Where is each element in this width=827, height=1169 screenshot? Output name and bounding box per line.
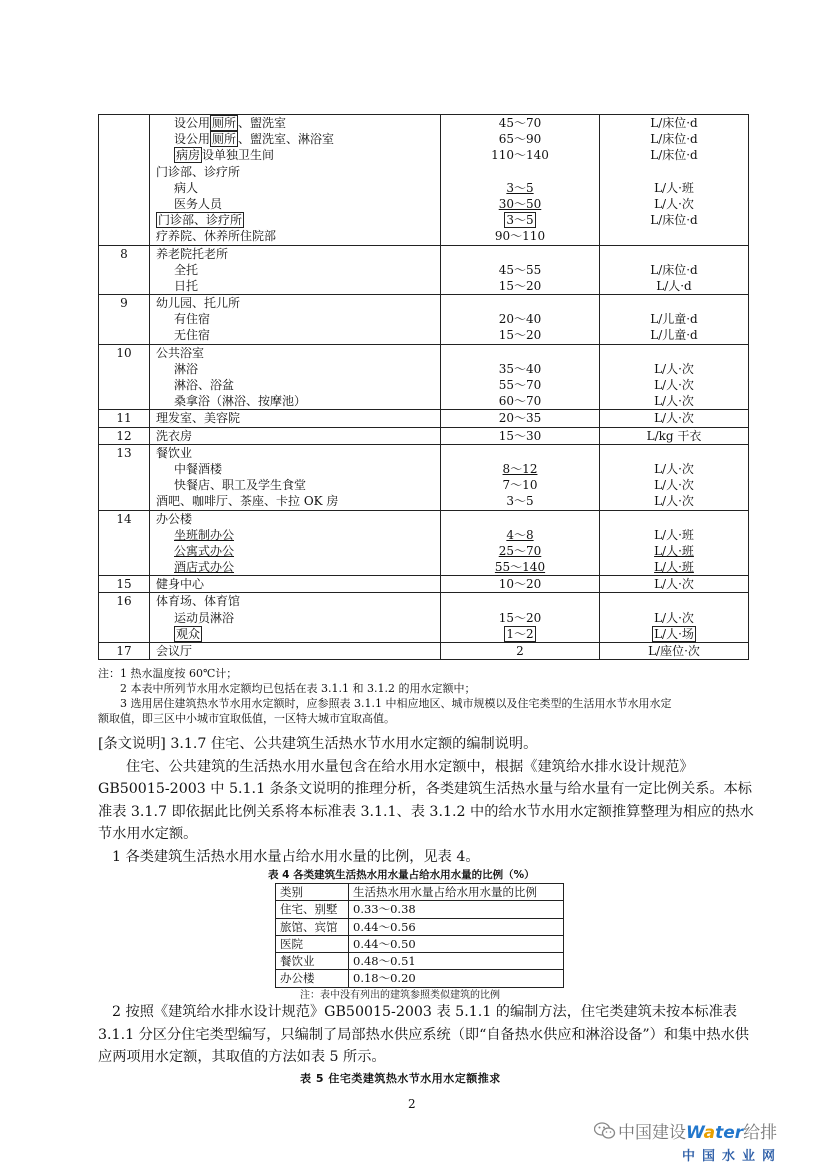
table-row [99, 444, 749, 510]
building-type: 门诊部、诊疗所 [158, 213, 243, 228]
building-type: 理发室、美容院 [156, 411, 241, 426]
quota-unit: L/人·次 [654, 610, 694, 625]
building-type: 门诊部、诊疗所 [156, 164, 241, 179]
row-number [99, 115, 150, 246]
quota-value: 10～20 [498, 577, 542, 592]
ratio-cell: 0.44～0.56 [349, 918, 564, 935]
quota-value: 55～70 [498, 378, 542, 392]
quota-value: 1～2 [506, 626, 534, 641]
quota-unit: L/床位·d [650, 132, 698, 147]
quota-value [441, 445, 599, 461]
building-type: 疗养院、休养所住院部 [156, 229, 277, 244]
building-type-cell [150, 245, 441, 295]
building-type: 公寓式办公 [174, 543, 235, 558]
unit-cell [600, 593, 749, 643]
row-number: 14 [99, 510, 150, 576]
quota-unit [600, 345, 748, 361]
quota-value-cell [441, 295, 600, 345]
water-quota-table [98, 114, 749, 660]
wechat-icon [594, 1122, 616, 1140]
ratio-cell: 0.18～0.20 [349, 970, 564, 987]
building-type: 养老院托老所 [156, 246, 229, 261]
ratio-cell: 0.44～0.50 [349, 935, 564, 952]
quota-unit: L/人·班 [654, 543, 694, 558]
list-item: 2 按照《建筑给水排水设计规范》GB50015-2003 表 5.1.1 的编制方法，住宅类建筑未按本标准表 3.1.1 分区分住宅类型编写，只编制了局部热水供应系统（即“自备热水供应和淋浴设备”）和集中热水供应两项用水定额，其取值的方法如表 5 所示。 [98, 1004, 749, 1065]
table-row [99, 643, 749, 660]
quota-value: 4～8 [506, 527, 534, 542]
building-type: 日托 [174, 278, 199, 293]
quota-unit: L/人·次 [654, 378, 694, 392]
building-type: 中餐酒楼 [174, 461, 223, 476]
row-number: 17 [99, 643, 150, 660]
building-type-cell [150, 444, 441, 510]
ratio-cell: 0.33～0.38 [349, 901, 564, 918]
watermark-prefix: 中国建设 [618, 1123, 686, 1143]
unit-cell [600, 576, 749, 593]
quota-unit: L/人·班 [654, 527, 694, 542]
quota-value: 15～20 [498, 328, 542, 343]
building-type: 淋浴 [174, 361, 199, 376]
table5-title: 表 5 住宅类建筑热水节水用水定额推求 [300, 1072, 501, 1085]
quota-value: 15～20 [498, 610, 542, 625]
unit-cell [600, 245, 749, 295]
watermark-suffix: 给排 [743, 1123, 778, 1143]
quota-value-cell [441, 510, 600, 576]
quota-unit: L/人·d [656, 278, 692, 293]
building-type: 酒吧、咖啡厅、茶座、卡拉 OK 房 [156, 494, 339, 509]
building-type-cell [150, 510, 441, 576]
quota-value: 45～55 [498, 262, 542, 277]
note-line: 额取值，即三区中小城市宜取低值，一区特大城市宜取高值。 [98, 712, 395, 725]
quota-value: 20～35 [498, 411, 542, 426]
quota-unit [600, 228, 748, 244]
quota-value: 65～90 [498, 132, 542, 147]
quota-unit [600, 246, 748, 262]
building-type-cell [150, 344, 441, 410]
building-type-cell [150, 576, 441, 593]
row-number: 16 [99, 593, 150, 643]
note-line: 注：1 热水温度按 60℃计； [98, 667, 238, 680]
table-row [276, 970, 564, 987]
unit-cell [600, 344, 749, 410]
quota-value: 8～12 [502, 461, 538, 476]
building-type: 公共浴室 [156, 345, 205, 360]
watermark [578, 1118, 818, 1166]
unit-cell [600, 295, 749, 345]
table-row [99, 593, 749, 643]
quota-unit: L/床位·d [650, 116, 698, 130]
paragraph: 住宅、公共建筑的生活热水用水量包含在给水用水定额中，根据《建筑给水排水设计规范》GB50015-2003 中 5.1.1 条条文说明的推理分析，各类建筑生活热水量与给水量有一定比例关系。本标准表 3.1.7 即依据此比例关系将本标准表 3.1.1、表 3.1.2 中的给水节水用水定额推算整理为相应的热水节水用水定额。 [98, 758, 754, 842]
quota-value-cell [441, 245, 600, 295]
table-header-row [276, 884, 564, 901]
building-type: 全托 [174, 262, 199, 277]
quota-unit: L/人·次 [654, 411, 694, 426]
unit-cell [600, 510, 749, 576]
building-type: 健身中心 [156, 577, 205, 592]
quota-value-cell [441, 115, 600, 246]
unit-cell [600, 643, 749, 660]
quota-value [441, 295, 599, 311]
quota-value: 30～50 [498, 196, 542, 211]
quota-value: 15～30 [498, 428, 542, 443]
quota-value [441, 345, 599, 361]
table-row [276, 901, 564, 918]
quota-value-cell [441, 344, 600, 410]
category-cell: 旅馆、宾馆 [276, 918, 349, 935]
row-number: 10 [99, 344, 150, 410]
building-type: 观众 [176, 626, 201, 641]
building-type: 淋浴、浴盆 [174, 378, 235, 392]
page-number: 2 [408, 1097, 416, 1111]
building-type: 运动员淋浴 [174, 610, 235, 625]
building-type-cell [150, 295, 441, 345]
quota-value: 45～70 [498, 116, 542, 130]
note-line: 3 选用居住建筑热水节水用水定额时，应参照表 3.1.1 中相应地区、城市规模以及住宅类型的生活用水节水用水定 [120, 697, 672, 710]
quota-unit: L/床位·d [650, 213, 698, 228]
building-type: 餐饮业 [156, 445, 193, 460]
table-row [99, 510, 749, 576]
quota-value: 25～70 [498, 543, 542, 558]
quota-unit: L/kg 干衣 [646, 428, 702, 443]
quota-unit: L/人·次 [654, 394, 694, 409]
quota-value: 3～5 [506, 213, 534, 228]
ratio-table [275, 883, 564, 988]
quota-unit: L/床位·d [650, 262, 698, 277]
quota-value: 3～5 [506, 180, 534, 195]
table-row [99, 410, 749, 427]
quota-unit: L/床位·d [650, 148, 698, 163]
quota-unit: L/人·次 [654, 478, 694, 493]
quota-value-cell [441, 427, 600, 444]
category-cell: 餐饮业 [276, 953, 349, 970]
building-type: 酒店式办公 [174, 560, 235, 575]
quota-unit: L/儿童·d [650, 312, 698, 327]
building-type: 有住宿 [174, 312, 211, 327]
quota-value [441, 246, 599, 262]
table-row [276, 953, 564, 970]
quota-value: 2 [516, 644, 524, 659]
quota-unit [600, 164, 748, 180]
quota-unit: L/人·次 [654, 577, 694, 592]
watermark-title [618, 1118, 777, 1143]
quota-value: 60～70 [498, 394, 542, 409]
quota-value-cell [441, 593, 600, 643]
building-type-cell [150, 593, 441, 643]
quota-value: 55～140 [494, 560, 546, 575]
list-item: 1 各类建筑生活热水用水量占给水用水量的比例，见表 4。 [112, 848, 480, 865]
row-number: 15 [99, 576, 150, 593]
quota-unit: L/人·次 [654, 494, 694, 509]
building-type-cell [150, 643, 441, 660]
building-type: 设公用 厕所 、盥洗室、淋浴室 [174, 132, 335, 147]
ratio-cell: 0.48～0.51 [349, 953, 564, 970]
building-type: 办公楼 [156, 511, 193, 526]
quota-value [441, 511, 599, 527]
quota-value-cell [441, 643, 600, 660]
unit-cell [600, 444, 749, 510]
building-type: 坐班制办公 [174, 527, 235, 542]
table-row [99, 245, 749, 295]
category-cell: 医院 [276, 935, 349, 952]
quota-value: 20～40 [498, 312, 542, 327]
building-type: 桑拿浴（淋浴、按摩池） [174, 394, 307, 409]
building-type: 幼儿园、托儿所 [156, 296, 241, 311]
category-cell: 住宅、别墅 [276, 901, 349, 918]
building-type: 病人 [174, 180, 199, 195]
section-heading: [条文说明] 3.1.7 住宅、公共建筑生活热水节水用水定额的编制说明。 [98, 736, 538, 752]
quota-unit [600, 511, 748, 527]
building-type-cell [150, 410, 441, 427]
table-row [99, 427, 749, 444]
row-number: 13 [99, 444, 150, 510]
unit-cell [600, 115, 749, 246]
category-cell: 办公楼 [276, 970, 349, 987]
quota-value-cell [441, 410, 600, 427]
note-line: 2 本表中所列节水用水定额均已包括在表 3.1.1 和 3.1.2 的用水定额中； [120, 682, 476, 695]
quota-unit [600, 295, 748, 311]
quota-value: 7～10 [502, 478, 538, 493]
unit-cell [600, 410, 749, 427]
quota-value [441, 593, 599, 609]
explanation-section-2 [98, 1001, 754, 1069]
table-row [99, 344, 749, 410]
building-type: 病房 设单独卫生间 [176, 148, 275, 163]
unit-cell [600, 427, 749, 444]
quota-value: 90～110 [494, 229, 546, 244]
quota-unit: L/座位·次 [648, 644, 700, 659]
quota-unit: L/人·班 [654, 560, 694, 575]
table4-title: 表 4 各类建筑生活热水用水量占给水用水量的比例（%） [268, 869, 535, 881]
quota-value [441, 164, 599, 180]
quota-unit: L/儿童·d [650, 328, 698, 343]
building-type: 设公用 厕所 、盥洗室 [174, 116, 287, 130]
quota-unit [600, 445, 748, 461]
quota-value: 110～140 [491, 148, 549, 163]
quota-unit: L/人·班 [654, 180, 694, 195]
column-header: 生活热水用水量占给水用水量的比例 [349, 884, 564, 901]
watermark-site-name: 中国水业网 [682, 1149, 783, 1164]
quota-value: 3～5 [506, 494, 534, 509]
quota-unit: L/人·次 [654, 361, 694, 376]
quota-value: 15～20 [498, 278, 542, 293]
table-row [99, 576, 749, 593]
table-row [99, 115, 749, 246]
row-number: 12 [99, 427, 150, 444]
table-row [276, 918, 564, 935]
row-number: 11 [99, 410, 150, 427]
quota-unit: L/人·场 [654, 626, 694, 641]
row-number: 8 [99, 245, 150, 295]
quota-unit [600, 593, 748, 609]
building-type-cell [150, 115, 441, 246]
building-type: 会议厅 [156, 644, 193, 659]
explanation-section [98, 733, 754, 868]
building-type: 快餐店、职工及学生食堂 [174, 478, 307, 493]
column-header: 类别 [276, 884, 349, 901]
table-row [276, 935, 564, 952]
table4-note: 注：表中没有列出的建筑参照类似建筑的比例 [300, 990, 500, 1001]
row-number: 9 [99, 295, 150, 345]
quota-value-cell [441, 576, 600, 593]
quota-unit: L/人·次 [654, 196, 694, 211]
quota-value: 35～40 [498, 361, 542, 376]
quota-unit: L/人·次 [654, 461, 694, 476]
building-type: 体育场、体育馆 [156, 594, 241, 609]
building-type: 医务人员 [174, 196, 223, 211]
building-type: 无住宿 [174, 328, 211, 343]
water-logo: Water [686, 1123, 744, 1143]
table-row [99, 295, 749, 345]
building-type: 洗衣房 [156, 428, 193, 443]
table-notes [98, 666, 758, 726]
quota-value-cell [441, 444, 600, 510]
building-type-cell [150, 427, 441, 444]
